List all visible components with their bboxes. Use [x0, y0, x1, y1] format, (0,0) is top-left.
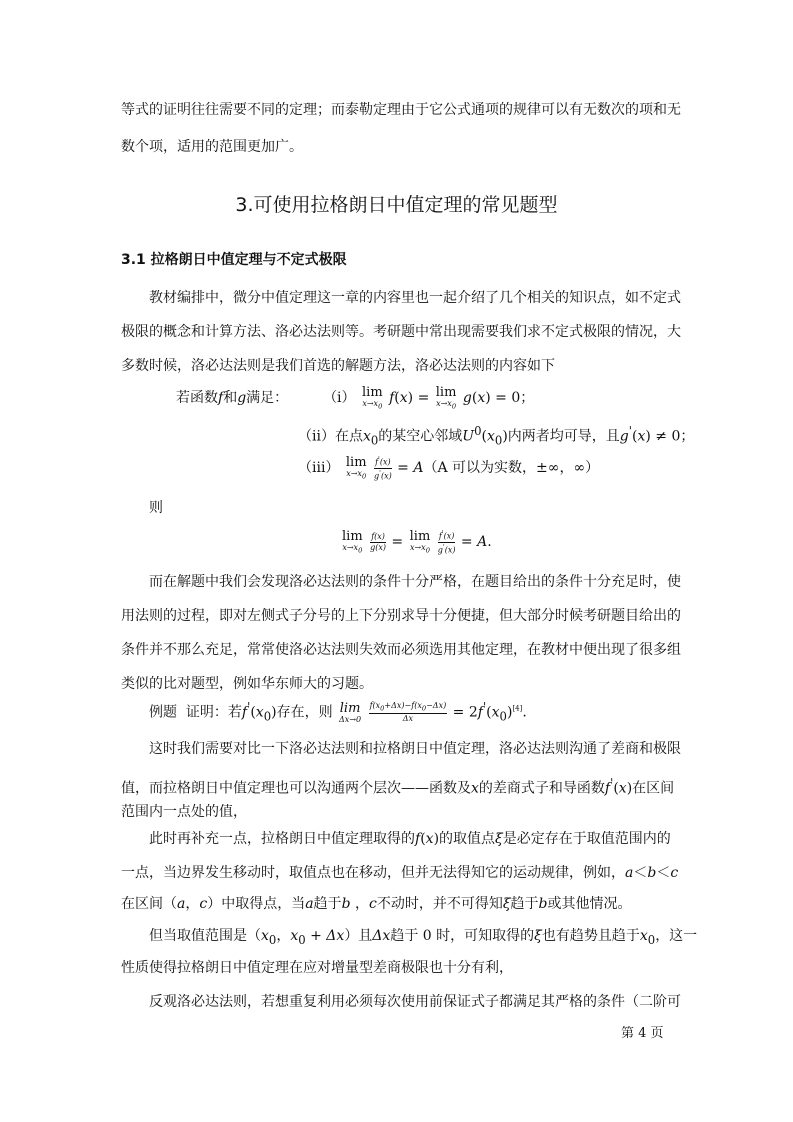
paragraph-line: 条件并不那么充足，常常使洛必达法则失效而必须选用其他定理，在教材中便出现了很多组: [121, 642, 681, 658]
paragraph-line: 此时再补充一点，拉格朗日中值定理取得的f(x)的取值点ξ是必定存在于取值范围内的: [149, 831, 671, 847]
paragraph-line: 性质使得拉格朗日中值定理在应对增量型差商极限也十分有利，: [121, 960, 513, 976]
condition-ii: （ii）在点$x_0$的某空心邻域$U^0(x_0)$内两者均可导，且g'(x) ≠ 0；: [298, 424, 695, 448]
lhopital-formula: lim $x\to x_0$ $\frac{f(x)}{g(x)}$ = lim $x\to x_0$ $\frac{f'(x)}{g'(x)}$ = A.: [342, 529, 492, 555]
paragraph-line: 多数时候，洛必达法则是我们首选的解题方法，洛必达法则的内容如下: [121, 358, 555, 374]
paragraph-line: 这时我们需要对比一下洛必达法则和拉格朗日中值定理，洛必达法则沟通了差商和极限: [149, 741, 681, 757]
paragraph-line: 而在解题中我们会发现洛必达法则的条件十分严格，在题目给出的条件十分充足时，使: [149, 574, 681, 590]
page-number: 第 4 页: [621, 1026, 664, 1041]
paragraph-line: 等式的证明往往需要不同的定理；而泰勒定理由于它公式通项的规律可以有无数次的项和无: [121, 102, 681, 118]
paragraph-line: 范围内一点处的值，: [121, 804, 247, 820]
paragraph-line: 教材编排中，微分中值定理这一章的内容里也一起介绍了几个相关的知识点，如不定式: [149, 290, 681, 306]
paragraph-line: 一点，当边界发生移动时，取值点也在移动，但并无法得知它的运动规律，例如，a＜b＜c: [121, 865, 679, 881]
condition-iii: （iii） lim $x\to x_0$ $\frac{f'(x)}{g'(x)}$ = A（A 可以为实数，±∞，∞）: [298, 455, 600, 481]
paragraph-line: 用法则的过程，即对左侧式子分号的上下分别求导十分便捷，但大部分时候考研题目给出的: [121, 608, 681, 624]
condition-i: 若函数f和g满足： （i） lim $x\to x_0$ f(x) = lim $x\to x_0$ g(x) = 0；: [176, 385, 535, 411]
example-line: 例题 证明：若$f'(x_0)$存在，则 lim Δx→0 $\frac{f(x_0+\Delta x)-f(x_0-\Delta x)}{\Delta x}$ = $2f'(x_0)[4]$.: [149, 700, 527, 724]
paragraph-line: 但当取值范围是（$x_0$，$x_0 + \Delta x$）且Δx趋于 0 时，可知取得的ξ也有趋势且趋于$x_0$，这一: [149, 928, 698, 947]
paragraph-line: 极限的概念和计算方法、洛必达法则等。考研题中常出现需要我们求不定式极限的情况，大: [121, 324, 681, 340]
paragraph-line: 在区间（a，c）中取得点，当a趋于b ，c不动时，并不可得知ξ趋于b或其他情况。: [121, 896, 632, 912]
paragraph-line: 类似的比对题型，例如华东师大的习题。: [121, 676, 373, 692]
section-title: 3.可使用拉格朗日中值定理的常见题型: [235, 194, 558, 216]
paragraph-line: 则: [149, 500, 163, 516]
subsection-heading: 3.1 拉格朗日中值定理与不定式极限: [121, 252, 347, 268]
paragraph-line: 值，而拉格朗日中值定理也可以沟通两个层次——函数及x的差商式子和导函数f'(x)在区间: [121, 776, 675, 797]
paragraph-line: 反观洛必达法则，若想重复利用必须每次使用前保证式子都满足其严格的条件（二阶可: [149, 994, 681, 1010]
paragraph-line: 数个项，适用的范围更加广。: [121, 139, 303, 155]
